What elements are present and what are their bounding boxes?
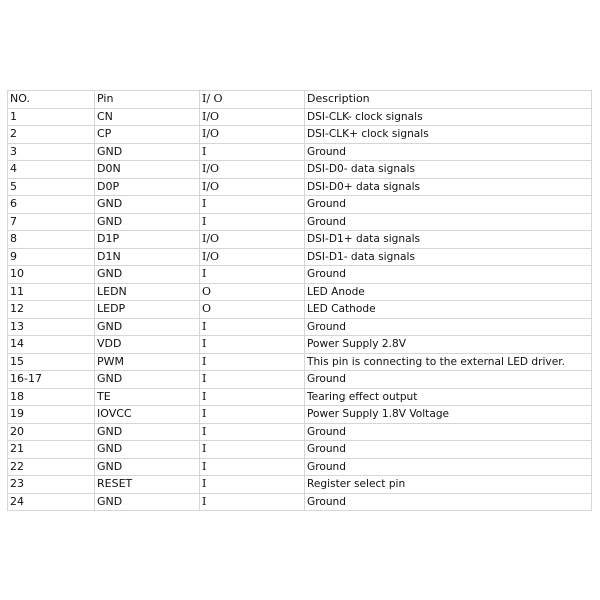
cell-description: Ground	[305, 318, 592, 336]
table-row	[8, 178, 592, 196]
cell-description: Tearing effect output	[305, 388, 592, 406]
cell-io: I/O	[200, 178, 305, 196]
cell-no: 6	[8, 196, 95, 214]
table-row	[8, 143, 592, 161]
cell-io: I	[200, 196, 305, 214]
table-row	[8, 161, 592, 179]
cell-io: I	[200, 371, 305, 389]
cell-no: 23	[8, 476, 95, 494]
cell-description: Ground	[305, 213, 592, 231]
table-row	[8, 458, 592, 476]
cell-pin: GND	[95, 458, 200, 476]
cell-pin: GND	[95, 441, 200, 459]
cell-no: 16-17	[8, 371, 95, 389]
table-row	[8, 441, 592, 459]
cell-io: I	[200, 423, 305, 441]
cell-io: I	[200, 441, 305, 459]
cell-description: Ground	[305, 266, 592, 284]
cell-pin: GND	[95, 318, 200, 336]
cell-no: 15	[8, 353, 95, 371]
cell-description: DSI-D0- data signals	[305, 161, 592, 179]
cell-pin: GND	[95, 493, 200, 511]
cell-pin: GND	[95, 196, 200, 214]
table-row	[8, 318, 592, 336]
cell-io: I/O	[200, 161, 305, 179]
table-row	[8, 283, 592, 301]
cell-pin: LEDP	[95, 301, 200, 319]
cell-io: I	[200, 353, 305, 371]
table-row	[8, 231, 592, 249]
cell-io: O	[200, 283, 305, 301]
cell-pin: IOVCC	[95, 406, 200, 424]
cell-description: LED Anode	[305, 283, 592, 301]
pin-table-body	[8, 91, 592, 511]
cell-description: Register select pin	[305, 476, 592, 494]
cell-pin: GND	[95, 143, 200, 161]
cell-io: I	[200, 213, 305, 231]
cell-pin: VDD	[95, 336, 200, 354]
cell-no: 5	[8, 178, 95, 196]
cell-no: 4	[8, 161, 95, 179]
cell-pin: LEDN	[95, 283, 200, 301]
cell-no: 21	[8, 441, 95, 459]
cell-pin: CN	[95, 108, 200, 126]
header-pin: Pin	[95, 91, 200, 109]
cell-description: DSI-CLK- clock signals	[305, 108, 592, 126]
cell-pin: D0P	[95, 178, 200, 196]
cell-io: I	[200, 143, 305, 161]
cell-description: LED Cathode	[305, 301, 592, 319]
cell-pin: GND	[95, 371, 200, 389]
cell-no: 12	[8, 301, 95, 319]
cell-description: DSI-D0+ data signals	[305, 178, 592, 196]
table-row	[8, 301, 592, 319]
cell-pin: D1P	[95, 231, 200, 249]
cell-no: 1	[8, 108, 95, 126]
cell-io: I	[200, 318, 305, 336]
cell-pin: GND	[95, 266, 200, 284]
cell-description: Ground	[305, 371, 592, 389]
cell-pin: CP	[95, 126, 200, 144]
cell-description: Power Supply 2.8V	[305, 336, 592, 354]
pin-table	[7, 90, 592, 511]
cell-io: I/O	[200, 231, 305, 249]
table-row	[8, 493, 592, 511]
cell-no: 24	[8, 493, 95, 511]
cell-no: 20	[8, 423, 95, 441]
cell-pin: GND	[95, 213, 200, 231]
table-row	[8, 423, 592, 441]
cell-no: 14	[8, 336, 95, 354]
table-row	[8, 476, 592, 494]
cell-description: DSI-CLK+ clock signals	[305, 126, 592, 144]
cell-pin: GND	[95, 423, 200, 441]
cell-io: I	[200, 336, 305, 354]
table-row	[8, 196, 592, 214]
cell-no: 3	[8, 143, 95, 161]
cell-pin: TE	[95, 388, 200, 406]
cell-io: I	[200, 458, 305, 476]
table-row	[8, 371, 592, 389]
cell-description: Ground	[305, 441, 592, 459]
cell-io: I	[200, 266, 305, 284]
table-row	[8, 388, 592, 406]
header-no: NO.	[8, 91, 95, 109]
cell-io: I/O	[200, 248, 305, 266]
cell-description: Power Supply 1.8V Voltage	[305, 406, 592, 424]
cell-description: This pin is connecting to the external LED driver.	[305, 353, 592, 371]
cell-io: I/O	[200, 126, 305, 144]
cell-no: 10	[8, 266, 95, 284]
cell-no: 18	[8, 388, 95, 406]
table-row	[8, 406, 592, 424]
cell-io: I	[200, 493, 305, 511]
header-io: I/ O	[200, 91, 305, 109]
cell-no: 7	[8, 213, 95, 231]
cell-description: Ground	[305, 143, 592, 161]
cell-no: 2	[8, 126, 95, 144]
cell-io: O	[200, 301, 305, 319]
cell-no: 19	[8, 406, 95, 424]
cell-no: 22	[8, 458, 95, 476]
cell-description: Ground	[305, 196, 592, 214]
cell-no: 11	[8, 283, 95, 301]
cell-io: I	[200, 406, 305, 424]
cell-description: Ground	[305, 493, 592, 511]
cell-description: Ground	[305, 458, 592, 476]
cell-no: 13	[8, 318, 95, 336]
cell-pin: PWM	[95, 353, 200, 371]
cell-pin: D0N	[95, 161, 200, 179]
cell-pin: RESET	[95, 476, 200, 494]
cell-io: I	[200, 476, 305, 494]
table-row	[8, 213, 592, 231]
table-row	[8, 126, 592, 144]
cell-description: Ground	[305, 423, 592, 441]
cell-description: DSI-D1+ data signals	[305, 231, 592, 249]
cell-pin: D1N	[95, 248, 200, 266]
cell-description: DSI-D1- data signals	[305, 248, 592, 266]
table-row	[8, 108, 592, 126]
cell-io: I/O	[200, 108, 305, 126]
table-row	[8, 353, 592, 371]
table-row	[8, 266, 592, 284]
table-row	[8, 336, 592, 354]
cell-io: I	[200, 388, 305, 406]
header-row	[8, 91, 592, 109]
cell-no: 8	[8, 231, 95, 249]
cell-no: 9	[8, 248, 95, 266]
table-row	[8, 248, 592, 266]
header-description: Description	[305, 91, 592, 109]
